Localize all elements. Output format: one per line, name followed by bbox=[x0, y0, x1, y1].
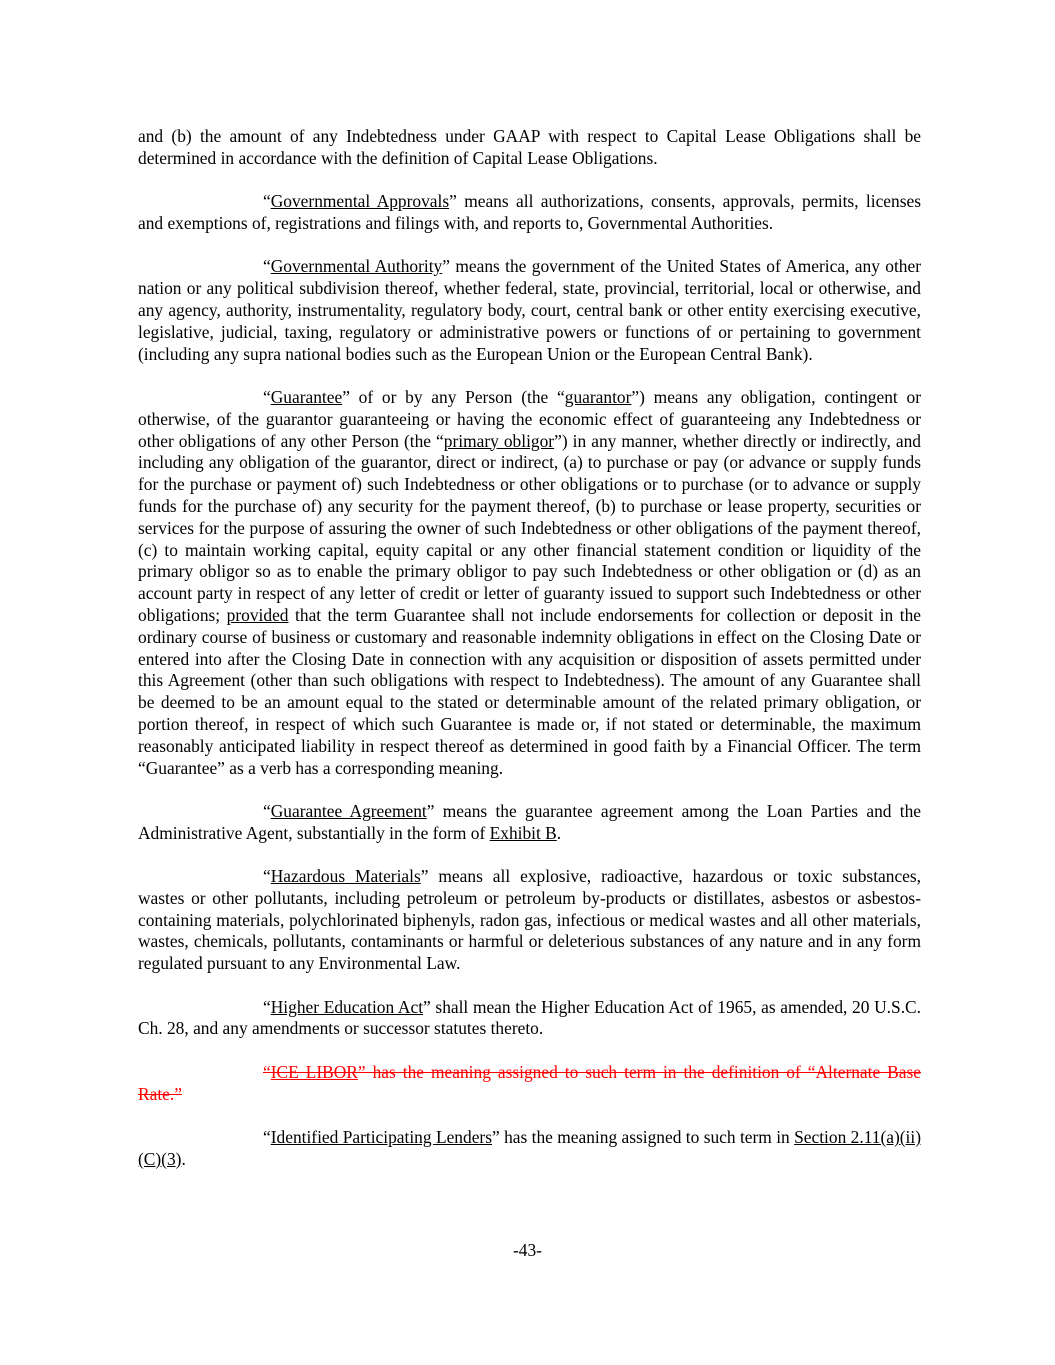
document-body bbox=[138, 126, 921, 1171]
defined-term-guarantor: guarantor bbox=[564, 386, 632, 407]
section-reference: Section 2.11(a)(ii)(C)(3) bbox=[138, 1127, 921, 1169]
defined-term: Hazardous Materials bbox=[270, 866, 421, 887]
definition-hazardous-materials: “Hazardous Materials” means all explosive, radioactive, hazardous or toxic substances, wastes or other pollutants, including petroleum or petroleum by-products or distillates, asbestos or asbestos-containing materials, polychlorinated biphenyls, radon gas, infectious or medical wastes and all other materials, wastes, chemicals, pollutants, contaminants or harmful or deleterious substances of any nature and in any form regulated pursuant to any Environmental Law. bbox=[138, 866, 921, 974]
definition-identified-participating-lenders: “Identified Participating Lenders” has the meaning assigned to such term in Section 2.11(a)(ii)(C)(3). bbox=[138, 1127, 921, 1169]
definition-guarantee: “Guarantee” of or by any Person (the “guarantor”) means any obligation, contingent or otherwise, of the guarantor guaranteeing or having the economic effect of guaranteeing any Indebtedness or other obligations of any other Person (the “primary obligor”) in any manner, whether directly or indirectly, and including any obligation of the guarantor, direct or indirect, (a) to purchase or pay (or advance or supply funds for the purchase or payment of) such Indebtedness or other obligations or to purchase (or to advance or supply funds for the purchase of) any security for the payment thereof, (b) to purchase or lease property, securities or services for the purpose of assuring the owner of such Indebtedness or other obligations of the payment thereof, (c) to maintain working capital, equity capital or any other financial statement condition or liquidity of the primary obligor so as to enable the primary obligor to pay such Indebtedness or other obligation or (d) as an account party in respect of any letter of credit or letter of guaranty issued to support such Indebtedness or other obligations; provided that the term Guarantee shall not include endorsements for collection or deposit in the ordinary course of business or customary and reasonable indemnity obligations in effect on the Closing Date or entered into after the Closing Date in connection with any acquisition or disposition of assets permitted under this Agreement (other than such obligations with respect to Indebtedness). The amount of any Guarantee shall be deemed to be an amount equal to the stated or determinable amount of the related primary obligation, or portion thereof, in respect of which such Guarantee is made or, if not stated or determinable, the maximum reasonably anticipated liability in respect thereof as determined in good faith by a Financial Officer. The term “Guarantee” as a verb has a corresponding meaning. bbox=[138, 386, 921, 778]
paragraph-gaap-continuation: and (b) the amount of any Indebtedness under GAAP with respect to Capital Lease Obligations shall be determined in accordance with the definition of Capital Lease Obligations. bbox=[138, 126, 921, 168]
defined-term: Guarantee Agreement bbox=[270, 800, 427, 821]
definition-ice-libor-deleted: “ICE LIBOR” has the meaning assigned to such term in the definition of “Alternate Base Rate.” bbox=[138, 1061, 921, 1104]
exhibit-reference: Exhibit B bbox=[489, 822, 557, 843]
definition-higher-education-act: “Higher Education Act” shall mean the Higher Education Act of 1965, as amended, 20 U.S.C. Ch. 28, and any amendments or successor statutes thereto. bbox=[138, 996, 921, 1039]
page-number: -43- bbox=[513, 1240, 542, 1260]
defined-term: Identified Participating Lenders bbox=[270, 1127, 492, 1148]
definition-guarantee-agreement: “Guarantee Agreement” means the guarantee agreement among the Loan Parties and the Administrative Agent, substantially in the form of Exhibit B. bbox=[138, 800, 921, 843]
defined-term: Governmental Authority bbox=[270, 256, 443, 277]
defined-term: Governmental Approvals bbox=[270, 191, 450, 212]
defined-term: Higher Education Act bbox=[270, 996, 424, 1017]
provided-keyword: provided bbox=[226, 604, 289, 625]
definition-governmental-approvals: “Governmental Approvals” means all authorizations, consents, approvals, permits, licenses and exemptions of, registrations and filings with, and reports to, Governmental Authorities. bbox=[138, 191, 921, 233]
definition-governmental-authority: “Governmental Authority” means the government of the United States of America, any other nation or any political subdivision thereof, whether federal, state, provincial, territorial, local or otherwise, and any agency, authority, instrumentality, regulatory body, court, central bank or other entity exercising executive, legislative, judicial, taxing, regulatory or administrative powers or functions of or pertaining to government (including any supra national bodies such as the European Union or the European Central Bank). bbox=[138, 256, 922, 364]
defined-term: Guarantee bbox=[270, 386, 343, 407]
defined-term-primary-obligor: primary obligor bbox=[443, 430, 555, 451]
defined-term: ICE LIBOR bbox=[270, 1061, 358, 1082]
